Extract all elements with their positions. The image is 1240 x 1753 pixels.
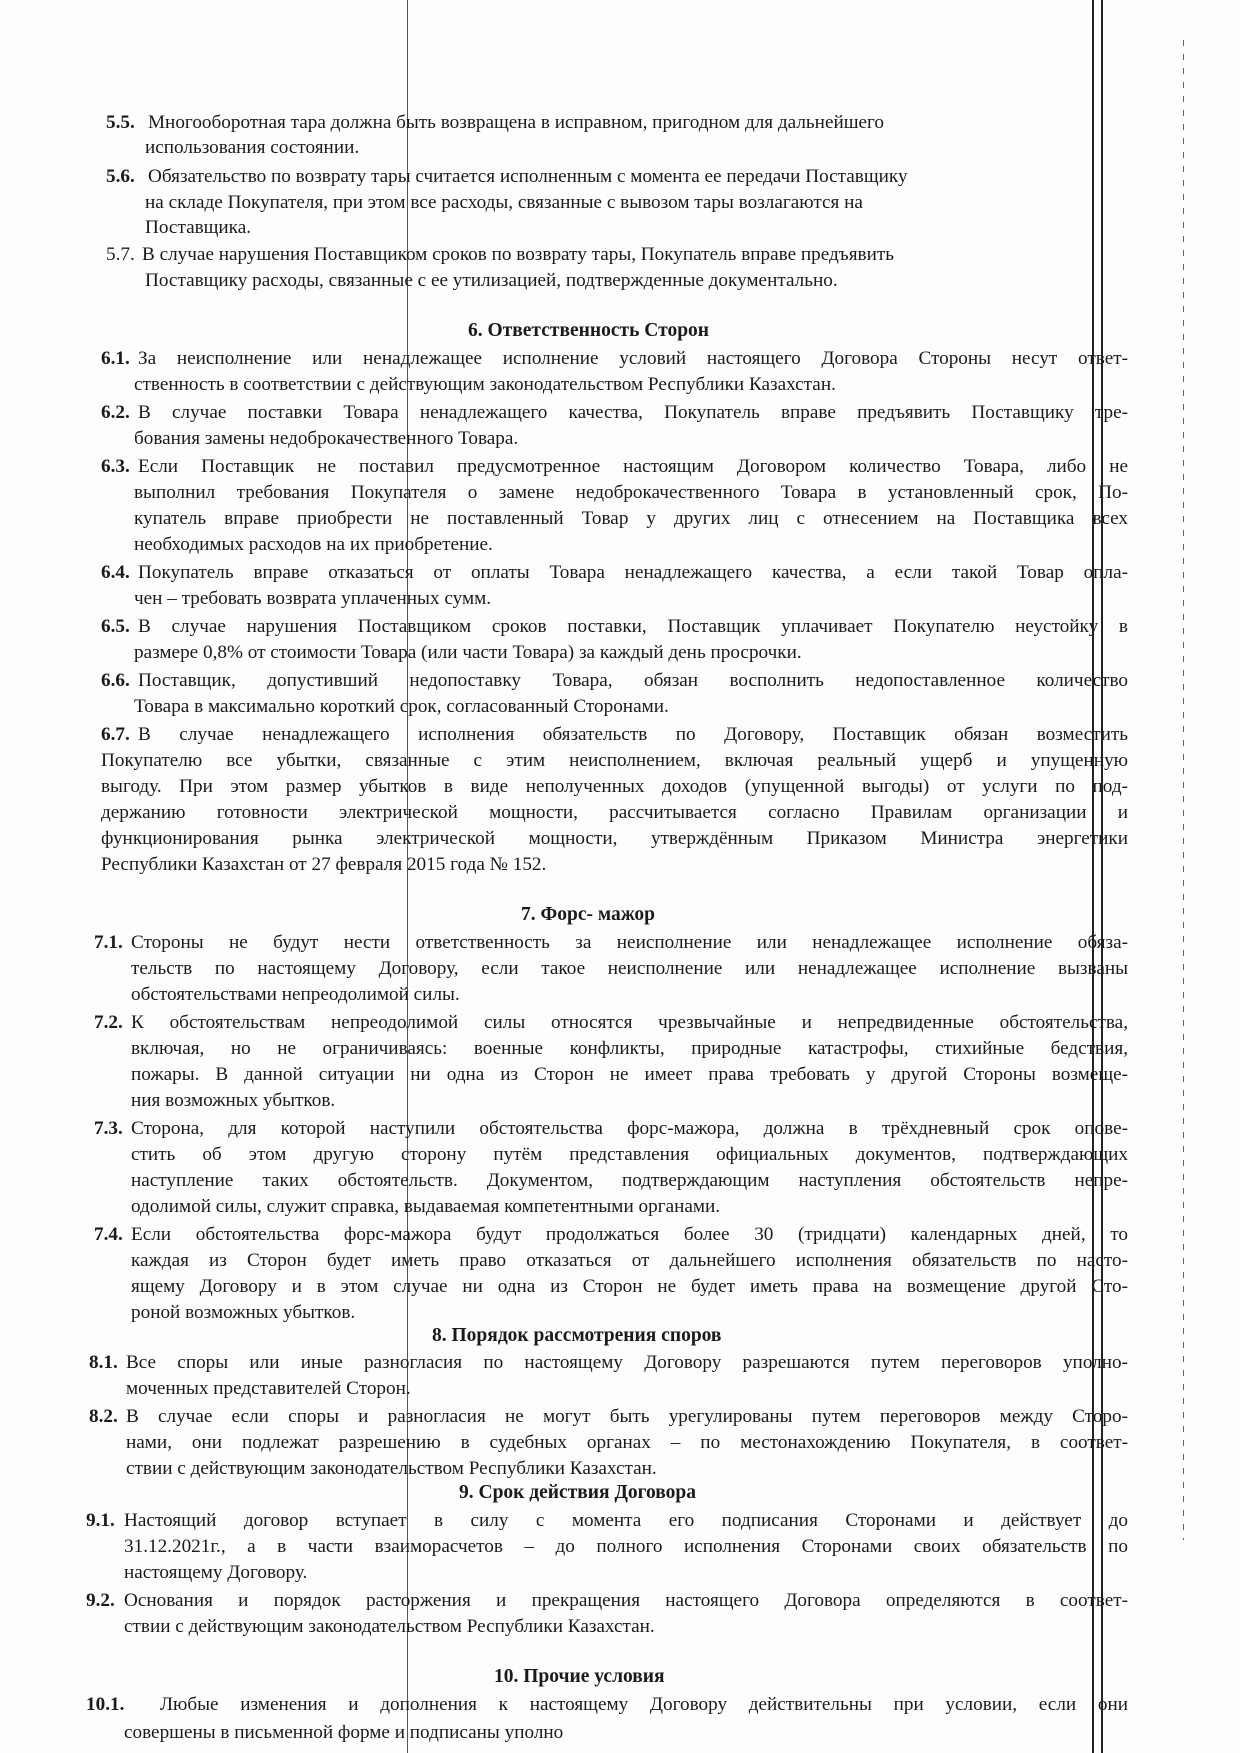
clause-number: 9.1. [86,1510,115,1531]
clause-text: бования замены недоброкачественного Товара. [134,428,519,449]
clause-text: Если Поставщик не поставил предусмотренное настоящим Договором количество Товара, либо не [138,456,1128,477]
clause-text: нами, они подлежат разрешению в судебных органах – по местонахождению Покупателя, в соответ- [126,1432,1128,1453]
clause-text: на складе Покупателя, при этом все расходы, связанные с вывозом тары возлагаются на [145,192,863,213]
clause-text: Обязательство по возврату тары считается исполненным с момента ее передачи Поставщику [148,166,908,187]
clause-text: Все споры или иные разногласия по настоящему Договору разрешаются путем переговоров уполно- [126,1352,1128,1373]
clause-text: выгоду. При этом размер убытков в виде неполученных доходов (упущенной выгоды) от услуги по под- [101,776,1128,797]
section-heading: 9. Срок действия Договора [459,1482,697,1503]
clause-text: ствии с действующим законодательством Республики Казахстан. [126,1458,657,1479]
clause-text: наступление таких обстоятельств. Документом, подтверждающим наступления обстоятельств непре- [131,1170,1128,1191]
clause-number: 6.1. [101,348,130,369]
clause-number: 6.3. [101,456,130,477]
clause-text: тельств по настоящему Договору, если такое неисполнение или ненадлежащее исполнение вызваны [131,958,1128,979]
clause-text: Поставщику расходы, связанные с ее утилизацией, подтвержденные документально. [145,270,838,291]
clause-text: Настоящий договор вступает в силу с момента его подписания Сторонами и действует до [124,1510,1128,1531]
clause-text: Поставщика. [145,217,252,238]
section-heading: 6. Ответственность Сторон [468,320,710,341]
clause-text: держанию готовности электрической мощности, рассчитывается согласно Правилам организации и [101,802,1128,823]
clause-text: В случае если споры и разногласия не могут быть урегулированы путем переговоров между Сторо- [126,1406,1128,1427]
clause-text: ствии с действующим законодательством Республики Казахстан. [124,1616,655,1637]
clause-number: 6.6. [101,670,130,691]
clause-text: Сторона, для которой наступили обстоятельства форс-мажора, должна в трёхдневный срок опове- [131,1118,1128,1139]
clause-text: выполнил требования Покупателя о замене недоброкачественного Товара в установленный срок, По- [134,482,1128,503]
scan-edge-line [1101,0,1103,1753]
clause-text: одолимой силы, служит справка, выдаваемая компетентными органами. [131,1196,721,1217]
section-heading: 7. Форс- мажор [521,904,656,925]
clause-text: К обстоятельствам непреодолимой силы относятся чрезвычайные и непредвиденные обстоятельства, [131,1012,1128,1033]
clause-text: За неисполнение или ненадлежащее исполнение условий настоящего Договора Стороны несут ответ- [138,348,1128,369]
clause-text: настоящему Договору. [124,1562,308,1583]
clause-text: включая, но не ограничиваясь: военные конфликты, природные катастрофы, стихийные бедствия, [131,1038,1128,1059]
clause-text: Покупатель вправе отказаться от оплаты Товара ненадлежащего качества, а если такой Товар опла- [138,562,1128,583]
clause-text: каждая из Сторон будет иметь право отказаться от дальнейшего исполнения обязательств по насто- [131,1250,1128,1271]
clause-number: 5.6. [106,166,135,187]
clause-text: Товара в максимально короткий срок, согласованный Сторонами. [134,696,669,717]
clause-text: функционирования рынка электрической мощности, утверждённым Приказом Министра энергетики [101,828,1128,849]
clause-number: 8.1. [89,1352,118,1373]
clause-number: 5.7. [106,244,135,265]
clause-text: использования состоянии. [145,137,360,158]
clause-number: 7.2. [94,1012,123,1033]
scan-edge-line [1092,0,1094,1753]
section-heading: 10. Прочие условия [494,1666,665,1687]
clause-number: 8.2. [89,1406,118,1427]
clause-text: чен – требовать возврата уплаченных сумм. [134,588,492,609]
section-heading: 8. Порядок рассмотрения споров [432,1325,722,1346]
clause-text: Основания и порядок расторжения и прекращения настоящего Договора определяются в соответ- [124,1590,1128,1611]
clause-number: 6.7. [101,724,130,745]
clause-number: 7.3. [94,1118,123,1139]
clause-text: купатель вправе приобрести не поставленный Товар у других лиц с отнесением на Поставщика всех [134,508,1128,529]
clause-text: Поставщик, допустивший недопоставку Товара, обязан восполнить недопоставленное количество [138,670,1128,691]
clause-number: 5.5. [106,112,135,133]
clause-text: ственность в соответствии с действующим законодательством Республики Казахстан. [134,374,836,395]
clause-text: В случае нарушения Поставщиком сроков поставки, Поставщик уплачивает Покупателю неустойку в [138,616,1128,637]
clause-text: 31.12.2021г., а в части взаиморасчетов – до полного исполнения Сторонами своих обязательств по [124,1536,1128,1557]
clause-text: Республики Казахстан от 27 февраля 2015 года № 152. [101,854,547,875]
clause-number: 7.1. [94,932,123,953]
clause-text: необходимых расходов на их приобретение. [134,534,493,555]
clause-text: Стороны не будут нести ответственность за неисполнение или ненадлежащее исполнение обяза- [131,932,1128,953]
clause-number: 6.4. [101,562,130,583]
clause-text: В случае поставки Товара ненадлежащего качества, Покупатель вправе предъявить Поставщику тре- [138,402,1128,423]
clause-text: моченных представителей Сторон. [126,1378,411,1399]
clause-text: пожары. В данной ситуации ни одна из Сторон не имеет права требовать у другой Стороны возмеще- [131,1064,1128,1085]
clause-number: 6.5. [101,616,130,637]
clause-text: ящему Договору и в этом случае ни одна из Сторон не будет иметь права на возмещение другой Сто- [131,1276,1128,1297]
clause-text: ния возможных убытков. [131,1090,336,1111]
clause-text: Если обстоятельства форс-мажора будут продолжаться более 30 (тридцати) календарных дней, то [131,1224,1128,1245]
clause-text: роной возможных убытков. [131,1302,356,1323]
clause-text: В случае ненадлежащего исполнения обязательств по Договору, Поставщик обязан возместить [138,724,1128,745]
clause-number: 10.1. [86,1694,125,1715]
clause-text: В случае нарушения Поставщиком сроков по возврату тары, Покупатель вправе предъявить [142,244,895,265]
clause-text: Многооборотная тара должна быть возвращена в исправном, пригодном для дальнейшего [148,112,885,133]
scan-edge-line [1183,40,1184,1540]
clause-text: размере 0,8% от стоимости Товара (или части Товара) за каждый день просрочки. [134,642,802,663]
clause-text: стить об этом другую сторону путём представления официальных документов, подтверждающих [131,1144,1128,1165]
clause-number: 7.4. [94,1224,123,1245]
clause-text: обстоятельствами непреодолимой силы. [131,984,460,1005]
clause-number: 9.2. [86,1590,115,1611]
clause-text: Покупателю все убытки, связанные с этим неисполнением, включая реальный ущерб и упущенную [101,750,1128,771]
clause-text: совершены в письменной форме и подписаны уполно [124,1722,564,1743]
clause-text: Любые изменения и дополнения к настоящему Договору действительны при условии, если они [160,1694,1128,1715]
clause-number: 6.2. [101,402,130,423]
